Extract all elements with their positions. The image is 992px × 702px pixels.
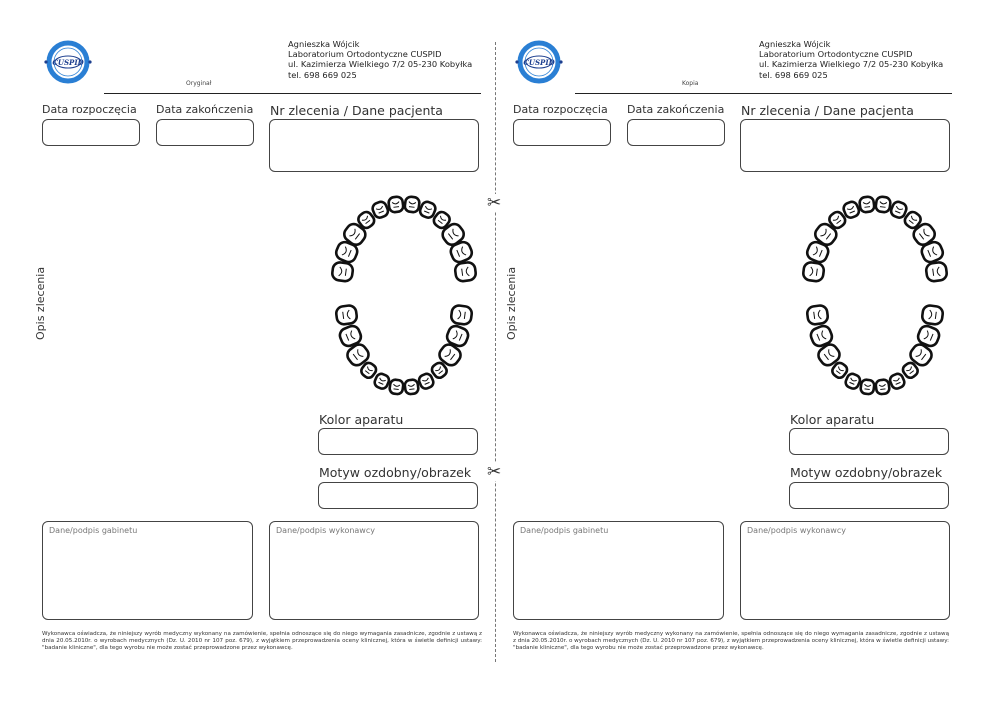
lab-address: ul. Kazimierza Wielkiego 7/2 05-230 Kobyłka bbox=[759, 59, 944, 70]
lower-tooth bbox=[418, 372, 435, 390]
end-date-field[interactable] bbox=[627, 119, 725, 146]
upper-tooth bbox=[859, 196, 875, 213]
header-divider bbox=[104, 93, 481, 94]
clinic-signature-field[interactable] bbox=[513, 521, 724, 620]
svg-text:CUSPID: CUSPID bbox=[52, 58, 84, 67]
lab-address: ul. Kazimierza Wielkiego 7/2 05-230 Kobyłka bbox=[288, 59, 473, 70]
order-patient-label: Nr zlecenia / Dane pacjenta bbox=[741, 103, 914, 118]
lower-tooth bbox=[875, 379, 890, 395]
lower-tooth bbox=[389, 379, 404, 395]
upper-tooth bbox=[925, 262, 947, 282]
order-description-label: Opis zlecenia bbox=[34, 266, 47, 340]
start-date-label: Data rozpoczęcia bbox=[42, 103, 137, 116]
lab-company: Laboratorium Ortodontyczne CUSPID bbox=[759, 49, 913, 60]
lower-tooth bbox=[844, 372, 861, 390]
cuspid-logo bbox=[40, 40, 96, 84]
lab-phone: tel. 698 669 025 bbox=[759, 69, 828, 80]
dental-arch-diagram bbox=[799, 180, 951, 402]
dental-arch-diagram bbox=[328, 180, 480, 402]
decor-motif-label: Motyw ozdobny/obrazek bbox=[319, 465, 472, 480]
lab-company: Laboratorium Ortodontyczne CUSPID bbox=[288, 49, 442, 60]
svg-text:CUSPID: CUSPID bbox=[523, 58, 555, 67]
legal-footer: Wykonawca oświadcza, że niniejszy wyrób medyczny wykonany na zamówienie, spełnia odnoszące się do niego wymagania zasadnicze, zgodnie z ustawą z dnia 20.05.2010r. o wyrobach medycznych (Dz. U. 2010 nr 107 poz. 679), z wyjątkiem przeprowadzenia oceny klinicznej, która w świetle definicji ustawy: "badanie kliniczne", dla tego wyrobu nie może zostać przeprowadzone przez wykonawcę. bbox=[42, 631, 482, 651]
maker-signature-field[interactable] bbox=[740, 521, 950, 620]
start-date-label: Data rozpoczęcia bbox=[513, 103, 608, 116]
upper-tooth bbox=[404, 196, 420, 213]
upper-tooth bbox=[331, 262, 353, 282]
lower-tooth bbox=[921, 305, 943, 325]
maker-signature-label: Dane/podpis wykonawcy bbox=[747, 526, 846, 535]
upper-tooth bbox=[802, 262, 824, 282]
clinic-signature-label: Dane/podpis gabinetu bbox=[49, 526, 138, 535]
end-date-label: Data zakończenia bbox=[156, 103, 254, 116]
start-date-field[interactable] bbox=[42, 119, 140, 146]
lab-phone: tel. 698 669 025 bbox=[288, 69, 357, 80]
decor-motif-label: Motyw ozdobny/obrazek bbox=[790, 465, 943, 480]
lower-tooth bbox=[335, 305, 357, 325]
lower-tooth bbox=[450, 305, 472, 325]
scissors-icon: ✂ bbox=[487, 193, 502, 213]
upper-tooth bbox=[388, 196, 404, 213]
order-patient-field[interactable] bbox=[740, 119, 950, 172]
end-date-label: Data zakończenia bbox=[627, 103, 725, 116]
upper-tooth bbox=[875, 196, 891, 213]
lower-tooth bbox=[860, 379, 875, 395]
lower-tooth bbox=[889, 372, 906, 390]
clinic-signature-field[interactable] bbox=[42, 521, 253, 620]
order-description-label: Opis zlecenia bbox=[505, 266, 518, 340]
appliance-color-label: Kolor aparatu bbox=[790, 412, 875, 427]
lab-name: Agnieszka Wójcik bbox=[288, 39, 360, 49]
order-patient-label: Nr zlecenia / Dane pacjenta bbox=[270, 103, 443, 118]
cut-line bbox=[495, 42, 496, 662]
legal-footer: Wykonawca oświadcza, że niniejszy wyrób medyczny wykonany na zamówienie, spełnia odnoszące się do niego wymagania zasadnicze, zgodnie z ustawą z dnia 20.05.2010r. o wyrobach medycznych (Dz. U. 2010 nr 107 poz. 679), z wyjątkiem przeprowadzenia oceny klinicznej, która w świetle definicji ustawy: "badanie kliniczne", dla tego wyrobu nie może zostać przeprowadzone przez wykonawcę. bbox=[513, 631, 949, 651]
decor-motif-field[interactable] bbox=[789, 482, 949, 509]
copy-label: Oryginał bbox=[186, 80, 212, 87]
appliance-color-label: Kolor aparatu bbox=[319, 412, 404, 427]
start-date-field[interactable] bbox=[513, 119, 611, 146]
appliance-color-field[interactable] bbox=[789, 428, 949, 455]
lower-tooth bbox=[806, 305, 828, 325]
cuspid-logo bbox=[511, 40, 567, 84]
lab-info bbox=[759, 39, 943, 80]
decor-motif-field[interactable] bbox=[318, 482, 478, 509]
maker-signature-label: Dane/podpis wykonawcy bbox=[276, 526, 375, 535]
scissors-icon: ✂ bbox=[487, 462, 502, 482]
sheet-copy bbox=[471, 0, 967, 702]
order-patient-field[interactable] bbox=[269, 119, 479, 172]
lab-name: Agnieszka Wójcik bbox=[759, 39, 831, 49]
header-divider bbox=[575, 93, 952, 94]
appliance-color-field[interactable] bbox=[318, 428, 478, 455]
lower-tooth bbox=[404, 379, 419, 395]
lab-info bbox=[288, 39, 472, 80]
end-date-field[interactable] bbox=[156, 119, 254, 146]
lower-tooth bbox=[373, 372, 390, 390]
maker-signature-field[interactable] bbox=[269, 521, 479, 620]
clinic-signature-label: Dane/podpis gabinetu bbox=[520, 526, 609, 535]
copy-label: Kopia bbox=[682, 80, 699, 87]
